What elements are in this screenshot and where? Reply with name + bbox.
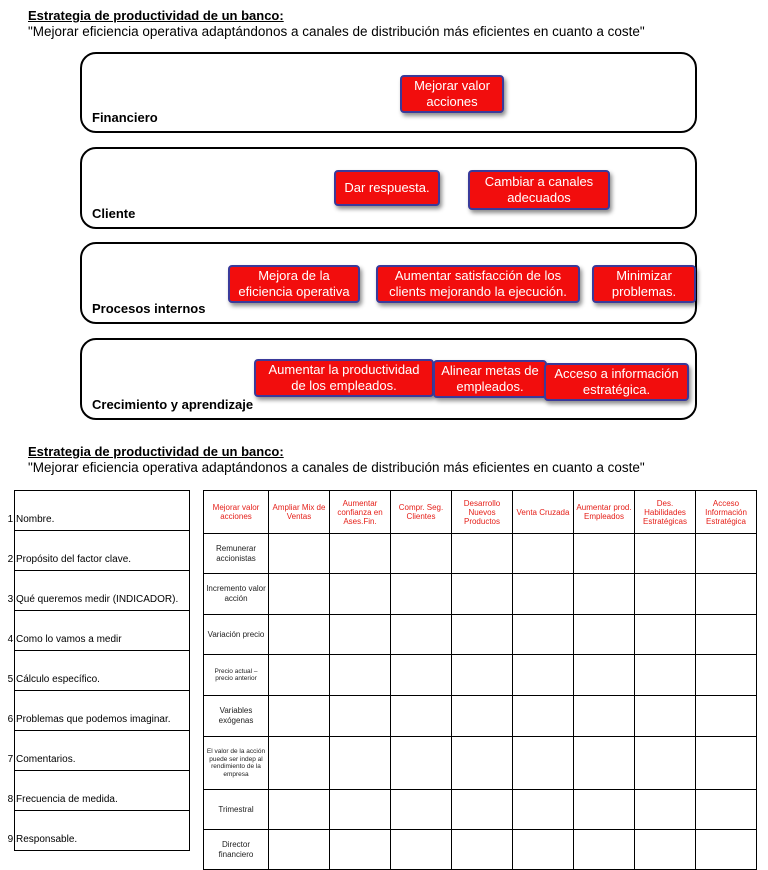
question-text: Como lo vamos a medir	[16, 634, 122, 645]
question-cell	[7, 651, 190, 691]
objective-aumentar-satisfaccion: Aumentar satisfacción de los clients mejorando la ejecución.	[376, 265, 580, 303]
objective-minimizar-problemas: Minimizar problemas.	[592, 265, 696, 303]
indicator-empty-cell	[269, 696, 330, 737]
indicator-empty-cell	[391, 574, 452, 615]
indicator-empty-cell	[696, 830, 757, 870]
indicator-empty-cell	[513, 574, 574, 615]
indicator-empty-cell	[330, 737, 391, 790]
indicator-empty-cell	[269, 737, 330, 790]
question-text: Frecuencia de medida.	[16, 794, 118, 805]
question-number: 2.	[7, 554, 16, 565]
lane-label: Procesos internos	[92, 301, 206, 316]
indicator-empty-cell	[391, 655, 452, 696]
lane-financiero	[80, 52, 697, 133]
indicator-empty-cell	[269, 534, 330, 574]
question-cell	[7, 811, 190, 851]
indicator-empty-cell	[269, 655, 330, 696]
indicator-empty-cell	[513, 534, 574, 574]
indicator-empty-cell	[696, 534, 757, 574]
indicator-empty-cell	[635, 534, 696, 574]
indicator-value-cell: Incremento valor acción	[204, 574, 269, 615]
indicator-empty-cell	[391, 534, 452, 574]
indicator-column-header: Ampliar Mix de Ventas	[269, 491, 330, 534]
lane-label: Cliente	[92, 206, 136, 221]
indicator-column-header: Mejorar valor acciones	[204, 491, 269, 534]
question-text: Problemas que podemos imaginar.	[16, 714, 171, 725]
indicator-empty-cell	[391, 790, 452, 830]
question-row	[15, 691, 190, 731]
indicator-empty-cell	[696, 696, 757, 737]
question-cell	[7, 611, 190, 651]
indicator-empty-cell	[330, 574, 391, 615]
question-number: 7.	[7, 754, 16, 765]
indicator-empty-cell	[696, 790, 757, 830]
indicator-row	[204, 574, 757, 615]
question-row	[15, 651, 190, 691]
question-row	[15, 731, 190, 771]
question-text: Cálculo específico.	[16, 674, 100, 685]
question-cell	[7, 691, 190, 731]
indicator-empty-cell	[452, 790, 513, 830]
question-cell	[7, 531, 190, 571]
question-text: Qué queremos medir (INDICADOR).	[16, 594, 179, 605]
objective-alinear-metas: Alinear metas de empleados.	[433, 360, 547, 398]
indicator-value-cell: Director financiero	[204, 830, 269, 870]
indicator-empty-cell	[513, 830, 574, 870]
indicator-empty-cell	[696, 615, 757, 655]
lane-procesos-internos	[80, 242, 697, 324]
question-text: Responsable.	[16, 834, 78, 845]
indicator-empty-cell	[452, 655, 513, 696]
question-row	[15, 491, 190, 531]
indicator-column-header: Venta Cruzada	[513, 491, 574, 534]
strategy-title: Estrategia de productividad de un banco:	[28, 8, 284, 23]
indicator-empty-cell	[574, 790, 635, 830]
indicator-column-header: Aumentar confianza en Ases.Fin.	[330, 491, 391, 534]
strategy-title: Estrategia de productividad de un banco:	[28, 444, 284, 459]
indicator-row	[204, 696, 757, 737]
objective-mejora-eficiencia: Mejora de la eficiencia operativa	[228, 265, 360, 303]
indicator-empty-cell	[452, 696, 513, 737]
indicator-empty-cell	[330, 696, 391, 737]
indicator-empty-cell	[574, 737, 635, 790]
indicator-grid	[203, 490, 757, 870]
lane-label: Crecimiento y aprendizaje	[92, 397, 254, 412]
indicator-empty-cell	[452, 830, 513, 870]
indicator-empty-cell	[513, 696, 574, 737]
objective-cambiar-canales: Cambiar a canales adecuados	[468, 170, 610, 210]
indicator-empty-cell	[513, 615, 574, 655]
indicator-empty-cell	[513, 737, 574, 790]
indicator-row	[204, 790, 757, 830]
indicator-empty-cell	[330, 790, 391, 830]
indicator-row	[204, 737, 757, 790]
indicator-empty-cell	[391, 696, 452, 737]
question-number: 4.	[7, 634, 16, 645]
indicator-row	[204, 830, 757, 870]
indicator-empty-cell	[269, 790, 330, 830]
indicator-empty-cell	[635, 790, 696, 830]
indicator-empty-cell	[574, 534, 635, 574]
question-text: Propósito del factor clave.	[16, 554, 132, 565]
strategy-subtitle: "Mejorar eficiencia operativa adaptándonos a canales de distribución más eficientes en cuanto a coste"	[28, 24, 645, 39]
indicator-row	[204, 615, 757, 655]
question-row	[15, 571, 190, 611]
indicator-empty-cell	[696, 574, 757, 615]
indicator-questions-table	[7, 490, 190, 851]
question-row	[15, 611, 190, 651]
indicator-empty-cell	[513, 790, 574, 830]
indicator-empty-cell	[269, 830, 330, 870]
question-text: Comentarios.	[16, 754, 76, 765]
indicator-row	[204, 655, 757, 696]
question-row	[15, 811, 190, 851]
indicator-column-header: Acceso Información Estratégica	[696, 491, 757, 534]
indicator-column-header: Des. Habilidades Estratégicas	[635, 491, 696, 534]
indicator-value-cell: Precio actual – precio anterior	[204, 655, 269, 696]
indicator-empty-cell	[452, 615, 513, 655]
indicator-empty-cell	[330, 534, 391, 574]
question-number: 3.	[7, 594, 16, 605]
indicator-empty-cell	[574, 696, 635, 737]
indicator-empty-cell	[330, 830, 391, 870]
indicator-empty-cell	[452, 574, 513, 615]
objective-acceso-informacion: Acceso a información estratégica.	[544, 363, 689, 401]
indicator-empty-cell	[330, 655, 391, 696]
question-row	[15, 771, 190, 811]
indicator-empty-cell	[635, 615, 696, 655]
indicator-empty-cell	[452, 534, 513, 574]
question-cell	[7, 771, 190, 811]
indicator-empty-cell	[635, 655, 696, 696]
question-cell	[7, 571, 190, 611]
objective-mejorar-valor-acciones: Mejorar valor acciones	[400, 75, 504, 113]
indicator-empty-cell	[574, 615, 635, 655]
question-text: Nombre.	[16, 514, 55, 525]
objective-dar-respuesta: Dar respuesta.	[334, 170, 440, 206]
indicator-empty-cell	[696, 737, 757, 790]
indicator-empty-cell	[635, 830, 696, 870]
question-cell	[7, 731, 190, 771]
indicator-empty-cell	[635, 574, 696, 615]
lane-crecimiento-aprendizaje	[80, 338, 697, 420]
indicator-empty-cell	[330, 615, 391, 655]
indicator-empty-cell	[574, 574, 635, 615]
indicator-value-cell: Variables exógenas	[204, 696, 269, 737]
strategy-heading-bottom	[28, 444, 645, 476]
indicator-empty-cell	[513, 655, 574, 696]
indicator-empty-cell	[391, 615, 452, 655]
question-cell	[7, 491, 190, 531]
indicator-value-cell: Remunerar accionistas	[204, 534, 269, 574]
indicator-empty-cell	[391, 830, 452, 870]
indicator-empty-cell	[635, 737, 696, 790]
indicator-value-cell: Variación precio	[204, 615, 269, 655]
indicator-value-cell: El valor de la acción puede ser indep al rendimiento de la empresa	[204, 737, 269, 790]
question-number: 8.	[7, 794, 16, 805]
question-number: 1.	[7, 514, 16, 525]
indicator-value-cell: Trimestral	[204, 790, 269, 830]
indicator-empty-cell	[635, 696, 696, 737]
indicator-empty-cell	[574, 655, 635, 696]
strategy-subtitle: "Mejorar eficiencia operativa adaptándonos a canales de distribución más eficientes en cuanto a coste"	[28, 460, 645, 475]
lane-label: Financiero	[92, 110, 158, 125]
question-number: 6.	[7, 714, 16, 725]
indicator-column-header: Aumentar prod. Empleados	[574, 491, 635, 534]
question-number: 5.	[7, 674, 16, 685]
indicator-empty-cell	[696, 655, 757, 696]
indicator-row	[204, 534, 757, 574]
lane-cliente	[80, 147, 697, 229]
question-row	[15, 531, 190, 571]
indicator-column-header: Desarrollo Nuevos Productos	[452, 491, 513, 534]
objective-aumentar-productividad: Aumentar la productividad de los empleados.	[254, 359, 434, 397]
indicator-column-header: Compr. Seg. Clientes	[391, 491, 452, 534]
indicator-empty-cell	[269, 574, 330, 615]
indicator-empty-cell	[391, 737, 452, 790]
indicator-empty-cell	[269, 615, 330, 655]
question-number: 9.	[7, 834, 16, 845]
indicator-empty-cell	[574, 830, 635, 870]
indicator-empty-cell	[452, 737, 513, 790]
strategy-heading-top	[28, 8, 645, 40]
